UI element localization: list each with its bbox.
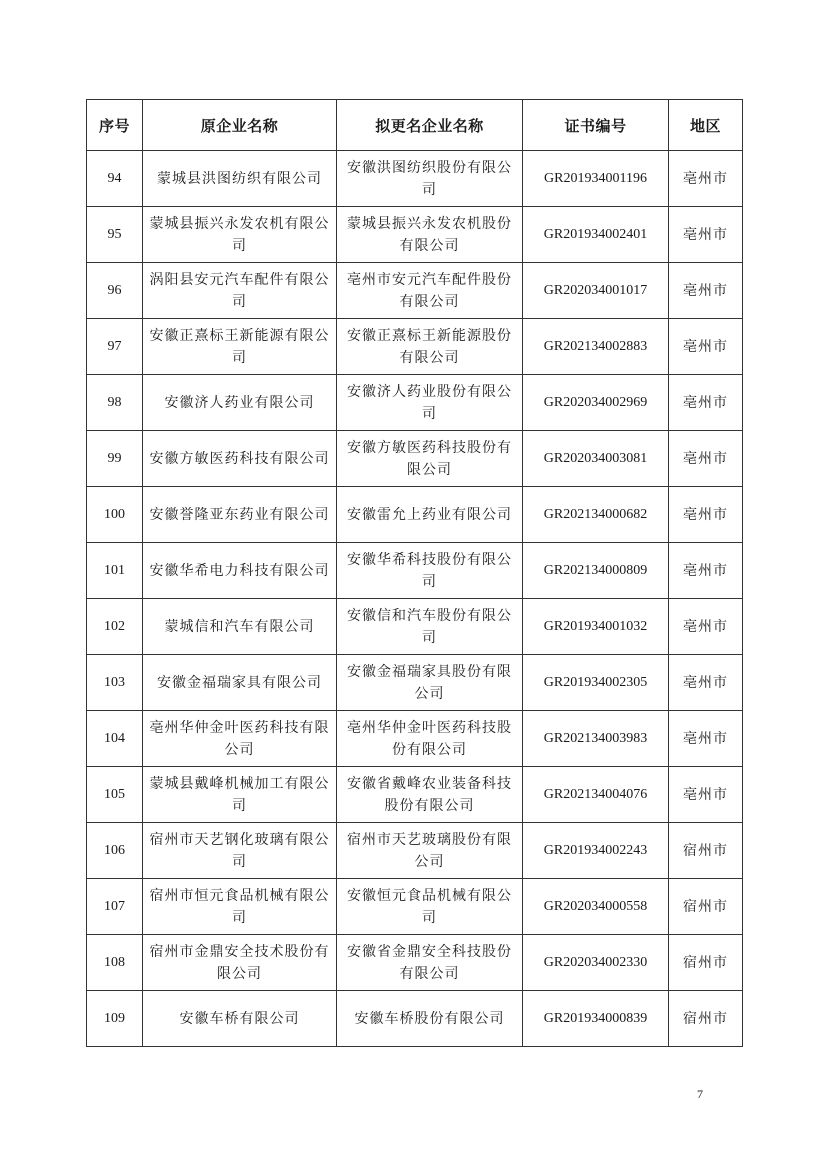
header-original-name: 原企业名称	[143, 100, 337, 151]
seq-cell: 105	[87, 767, 143, 823]
proposed-name-cell: 安徽正熹标王新能源股份有限公司	[337, 319, 523, 375]
header-seq: 序号	[87, 100, 143, 151]
seq-cell: 102	[87, 599, 143, 655]
proposed-name-cell: 安徽华希科技股份有限公司	[337, 543, 523, 599]
certificate-number-cell: GR201934001032	[523, 599, 669, 655]
region-cell: 亳州市	[669, 263, 743, 319]
original-name-cell: 安徽济人药业有限公司	[143, 375, 337, 431]
original-name-cell: 蒙城县戴峰机械加工有限公司	[143, 767, 337, 823]
region-cell: 亳州市	[669, 599, 743, 655]
original-name-cell: 蒙城县洪图纺织有限公司	[143, 151, 337, 207]
proposed-name-cell: 安徽雷允上药业有限公司	[337, 487, 523, 543]
proposed-name-cell: 安徽金福瑞家具股份有限公司	[337, 655, 523, 711]
table-row	[87, 487, 743, 543]
region-cell: 亳州市	[669, 151, 743, 207]
table-body	[87, 151, 743, 1047]
original-name-cell: 宿州市天艺钢化玻璃有限公司	[143, 823, 337, 879]
seq-cell: 100	[87, 487, 143, 543]
certificate-number-cell: GR202034001017	[523, 263, 669, 319]
seq-cell: 104	[87, 711, 143, 767]
table-row	[87, 319, 743, 375]
certificate-number-cell: GR201934000839	[523, 991, 669, 1047]
header-region: 地区	[669, 100, 743, 151]
proposed-name-cell: 蒙城县振兴永发农机股份有限公司	[337, 207, 523, 263]
seq-cell: 98	[87, 375, 143, 431]
proposed-name-cell: 宿州市天艺玻璃股份有限公司	[337, 823, 523, 879]
region-cell: 亳州市	[669, 711, 743, 767]
table-row	[87, 879, 743, 935]
region-cell: 亳州市	[669, 655, 743, 711]
table-row	[87, 991, 743, 1047]
seq-cell: 108	[87, 935, 143, 991]
certificate-number-cell: GR202034002330	[523, 935, 669, 991]
region-cell: 亳州市	[669, 767, 743, 823]
certificate-number-cell: GR202034003081	[523, 431, 669, 487]
certificate-number-cell: GR202134000809	[523, 543, 669, 599]
proposed-name-cell: 安徽洪图纺织股份有限公司	[337, 151, 523, 207]
certificate-number-cell: GR201934001196	[523, 151, 669, 207]
certificate-number-cell: GR202034000558	[523, 879, 669, 935]
table-row	[87, 375, 743, 431]
original-name-cell: 蒙城县振兴永发农机有限公司	[143, 207, 337, 263]
certificate-number-cell: GR202134003983	[523, 711, 669, 767]
original-name-cell: 安徽誉隆亚东药业有限公司	[143, 487, 337, 543]
proposed-name-cell: 亳州华仲金叶医药科技股份有限公司	[337, 711, 523, 767]
seq-cell: 99	[87, 431, 143, 487]
table-row	[87, 767, 743, 823]
original-name-cell: 安徽华希电力科技有限公司	[143, 543, 337, 599]
original-name-cell: 蒙城信和汽车有限公司	[143, 599, 337, 655]
header-proposed-name: 拟更名企业名称	[337, 100, 523, 151]
seq-cell: 96	[87, 263, 143, 319]
region-cell: 亳州市	[669, 487, 743, 543]
certificate-number-cell: GR201934002401	[523, 207, 669, 263]
proposed-name-cell: 安徽车桥股份有限公司	[337, 991, 523, 1047]
region-cell: 宿州市	[669, 991, 743, 1047]
table-row	[87, 823, 743, 879]
original-name-cell: 安徽正熹标王新能源有限公司	[143, 319, 337, 375]
seq-cell: 109	[87, 991, 143, 1047]
proposed-name-cell: 安徽信和汽车股份有限公司	[337, 599, 523, 655]
region-cell: 宿州市	[669, 935, 743, 991]
certificate-number-cell: GR202134002883	[523, 319, 669, 375]
proposed-name-cell: 安徽方敏医药科技股份有限公司	[337, 431, 523, 487]
proposed-name-cell: 安徽省金鼎安全科技股份有限公司	[337, 935, 523, 991]
certificate-number-cell: GR201934002243	[523, 823, 669, 879]
certificate-number-cell: GR202134000682	[523, 487, 669, 543]
header-row	[87, 100, 743, 151]
proposed-name-cell: 安徽省戴峰农业装备科技股份有限公司	[337, 767, 523, 823]
seq-cell: 106	[87, 823, 143, 879]
original-name-cell: 亳州华仲金叶医药科技有限公司	[143, 711, 337, 767]
region-cell: 宿州市	[669, 879, 743, 935]
region-cell: 亳州市	[669, 207, 743, 263]
table-row	[87, 543, 743, 599]
certificate-number-cell: GR202134004076	[523, 767, 669, 823]
proposed-name-cell: 安徽恒元食品机械有限公司	[337, 879, 523, 935]
page-number: 7	[697, 1087, 703, 1101]
seq-cell: 107	[87, 879, 143, 935]
original-name-cell: 安徽车桥有限公司	[143, 991, 337, 1047]
seq-cell: 94	[87, 151, 143, 207]
certificate-number-cell: GR201934002305	[523, 655, 669, 711]
seq-cell: 97	[87, 319, 143, 375]
company-rename-table	[86, 99, 743, 1047]
header-certificate-number: 证书编号	[523, 100, 669, 151]
table-row	[87, 207, 743, 263]
seq-cell: 101	[87, 543, 143, 599]
region-cell: 宿州市	[669, 823, 743, 879]
original-name-cell: 宿州市恒元食品机械有限公司	[143, 879, 337, 935]
certificate-number-cell: GR202034002969	[523, 375, 669, 431]
table-row	[87, 151, 743, 207]
region-cell: 亳州市	[669, 319, 743, 375]
table-row	[87, 431, 743, 487]
table-row	[87, 935, 743, 991]
table-row	[87, 655, 743, 711]
region-cell: 亳州市	[669, 431, 743, 487]
table-row	[87, 263, 743, 319]
proposed-name-cell: 亳州市安元汽车配件股份有限公司	[337, 263, 523, 319]
original-name-cell: 宿州市金鼎安全技术股份有限公司	[143, 935, 337, 991]
table-row	[87, 711, 743, 767]
region-cell: 亳州市	[669, 375, 743, 431]
region-cell: 亳州市	[669, 543, 743, 599]
table-header	[87, 100, 743, 151]
original-name-cell: 安徽金福瑞家具有限公司	[143, 655, 337, 711]
proposed-name-cell: 安徽济人药业股份有限公司	[337, 375, 523, 431]
original-name-cell: 涡阳县安元汽车配件有限公司	[143, 263, 337, 319]
original-name-cell: 安徽方敏医药科技有限公司	[143, 431, 337, 487]
seq-cell: 95	[87, 207, 143, 263]
table-row	[87, 599, 743, 655]
seq-cell: 103	[87, 655, 143, 711]
